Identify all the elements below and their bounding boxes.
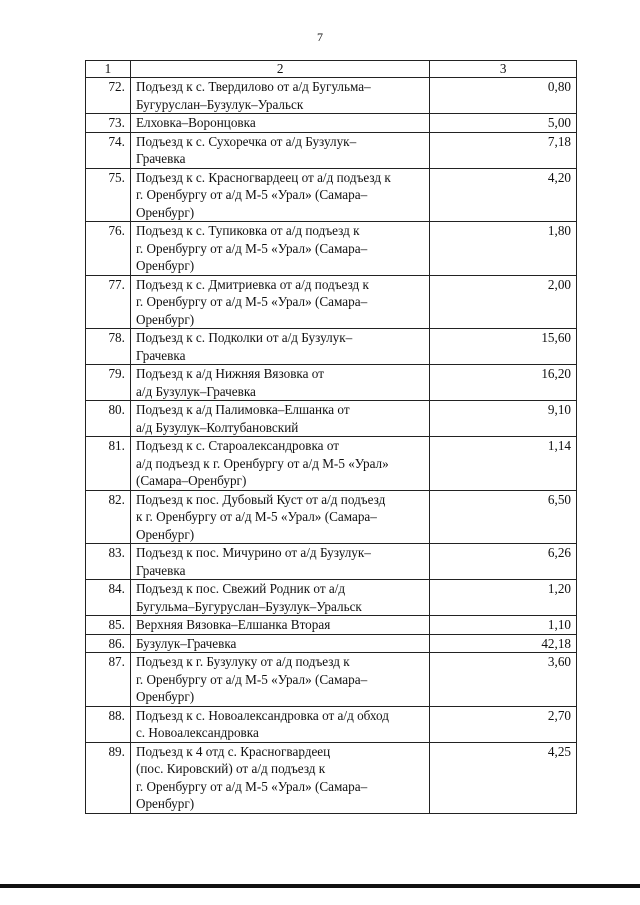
road-name-line: Подъезд к г. Бузулуку от а/д подъезд к	[135, 654, 350, 669]
table-row	[86, 634, 577, 653]
road-name-line: (пос. Кировский) от а/д подъезд к	[135, 761, 326, 776]
row-number: 75.	[86, 168, 131, 222]
road-name	[130, 653, 429, 707]
column-header-name: 2	[130, 61, 429, 78]
road-name-line: Подъезд к с. Староалександровка от	[135, 438, 340, 453]
road-name-line: Оренбург)	[135, 689, 195, 704]
table-row	[86, 78, 577, 114]
road-length: 6,26	[430, 544, 577, 580]
table-row	[86, 365, 577, 401]
road-length: 2,00	[430, 275, 577, 329]
column-header-length: 3	[430, 61, 577, 78]
road-name	[130, 742, 429, 813]
table-row	[86, 580, 577, 616]
row-number: 83.	[86, 544, 131, 580]
row-number: 88.	[86, 706, 131, 742]
road-length: 3,60	[430, 653, 577, 707]
table-row	[86, 401, 577, 437]
road-name-line: г. Оренбургу от а/д М-5 «Урал» (Самара–	[135, 294, 368, 309]
road-name	[130, 401, 429, 437]
road-length: 1,10	[430, 616, 577, 635]
road-name-line: Подъезд к с. Твердилово от а/д Бугульма–	[135, 79, 371, 94]
table-row	[86, 132, 577, 168]
road-name	[130, 275, 429, 329]
road-name	[130, 580, 429, 616]
road-name-line: Подъезд к пос. Дубовый Куст от а/д подъезд	[135, 491, 386, 507]
road-length: 7,18	[430, 132, 577, 168]
column-header-number: 1	[86, 61, 131, 78]
table-header-row	[86, 61, 577, 78]
row-number: 72.	[86, 78, 131, 114]
road-name-line: Подъезд к а/д Нижняя Вязовка от	[135, 366, 324, 381]
road-name	[130, 168, 429, 222]
road-name-line: Оренбург)	[135, 204, 195, 220]
bottom-rule	[0, 884, 640, 888]
road-name-line: г. Оренбургу от а/д М-5 «Урал» (Самара–	[135, 671, 368, 687]
road-name	[130, 437, 429, 491]
road-name-line: г. Оренбургу от а/д М-5 «Урал» (Самара–	[135, 187, 368, 202]
road-name	[130, 490, 429, 544]
road-name-line: с. Новоалександровка	[135, 725, 259, 740]
road-length: 4,25	[430, 742, 577, 813]
row-number: 82.	[86, 490, 131, 544]
road-length: 1,80	[430, 222, 577, 276]
row-number: 77.	[86, 275, 131, 329]
road-name	[130, 634, 429, 653]
road-name-line: Подъезд к с. Красногвардеец от а/д подъезд к	[135, 169, 391, 185]
table-row	[86, 490, 577, 544]
row-number: 76.	[86, 222, 131, 276]
road-name-line: Елховка–Воронцовка	[135, 115, 256, 130]
road-name-line: а/д Бузулук–Грачевка	[135, 383, 256, 399]
road-name	[130, 365, 429, 401]
table-row	[86, 616, 577, 635]
road-length: 1,20	[430, 580, 577, 616]
road-name-line: Бузулук–Грачевка	[135, 635, 237, 651]
road-name-line: Подъезд к а/д Палимовка–Елшанка от	[135, 402, 350, 417]
road-length: 2,70	[430, 706, 577, 742]
table-row	[86, 168, 577, 222]
road-name-line: г. Оренбургу от а/д М-5 «Урал» (Самара–	[135, 778, 368, 794]
road-name-line: г. Оренбургу от а/д М-5 «Урал» (Самара–	[135, 240, 368, 256]
table-row	[86, 437, 577, 491]
road-length: 42,18	[430, 634, 577, 653]
road-name	[130, 329, 429, 365]
table-row	[86, 653, 577, 707]
road-name	[130, 132, 429, 168]
road-name-line: Грачевка	[135, 562, 186, 578]
row-number: 89.	[86, 742, 131, 813]
road-name-line: Грачевка	[135, 347, 186, 363]
table-row	[86, 222, 577, 276]
row-number: 84.	[86, 580, 131, 616]
road-length: 1,14	[430, 437, 577, 491]
road-name-line: Бугуруслан–Бузулук–Уральск	[135, 96, 304, 112]
table-row	[86, 275, 577, 329]
road-name	[130, 544, 429, 580]
page-number: 7	[317, 30, 323, 44]
road-name-line: Верхняя Вязовка–Елшанка Вторая	[135, 617, 331, 632]
road-name-line: а/д подъезд к г. Оренбургу от а/д М-5 «Урал»	[135, 455, 389, 471]
table-row	[86, 114, 577, 133]
road-name-line: Бугульма–Бугуруслан–Бузулук–Уральск	[135, 598, 362, 614]
road-length: 0,80	[430, 78, 577, 114]
road-name-line: Оренбург)	[135, 311, 195, 327]
road-name	[130, 706, 429, 742]
row-number: 74.	[86, 132, 131, 168]
road-name-line: Подъезд к с. Новоалександровка от а/д обход	[135, 707, 389, 723]
road-name-line: Подъезд к пос. Свежий Родник от а/д	[135, 581, 346, 596]
row-number: 79.	[86, 365, 131, 401]
table-row	[86, 706, 577, 742]
road-length: 16,20	[430, 365, 577, 401]
row-number: 80.	[86, 401, 131, 437]
road-name	[130, 78, 429, 114]
road-name-line: (Самара–Оренбург)	[135, 473, 247, 488]
road-name-line: Подъезд к пос. Мичурино от а/д Бузулук–	[135, 545, 371, 560]
table-row	[86, 544, 577, 580]
row-number: 85.	[86, 616, 131, 635]
road-name-line: Подъезд к с. Тупиковка от а/д подъезд к	[135, 223, 360, 238]
road-name	[130, 222, 429, 276]
road-length: 9,10	[430, 401, 577, 437]
row-number: 78.	[86, 329, 131, 365]
road-name-line: Подъезд к с. Сухоречка от а/д Бузулук–	[135, 133, 357, 149]
road-length: 6,50	[430, 490, 577, 544]
road-name-line: Оренбург)	[135, 258, 195, 273]
road-name-line: Подъезд к с. Дмитриевка от а/д подъезд к	[135, 276, 369, 292]
roads-table	[85, 60, 577, 814]
road-name-line: Оренбург)	[135, 526, 195, 542]
road-name-line: к г. Оренбургу от а/д М-5 «Урал» (Самара–	[135, 509, 377, 524]
table-row	[86, 329, 577, 365]
road-name-line: а/д Бузулук–Колтубановский	[135, 419, 299, 435]
road-length: 5,00	[430, 114, 577, 133]
road-name-line: Подъезд к с. Подколки от а/д Бузулук–	[135, 330, 353, 345]
road-length: 4,20	[430, 168, 577, 222]
road-length: 15,60	[430, 329, 577, 365]
row-number: 81.	[86, 437, 131, 491]
road-name	[130, 616, 429, 635]
table-body	[86, 78, 577, 814]
road-name-line: Грачевка	[135, 151, 186, 166]
row-number: 86.	[86, 634, 131, 653]
row-number: 87.	[86, 653, 131, 707]
road-name	[130, 114, 429, 133]
road-name-line: Подъезд к 4 отд с. Красногвардеец	[135, 743, 331, 759]
road-name-line: Оренбург)	[135, 796, 195, 811]
table-row	[86, 742, 577, 813]
row-number: 73.	[86, 114, 131, 133]
